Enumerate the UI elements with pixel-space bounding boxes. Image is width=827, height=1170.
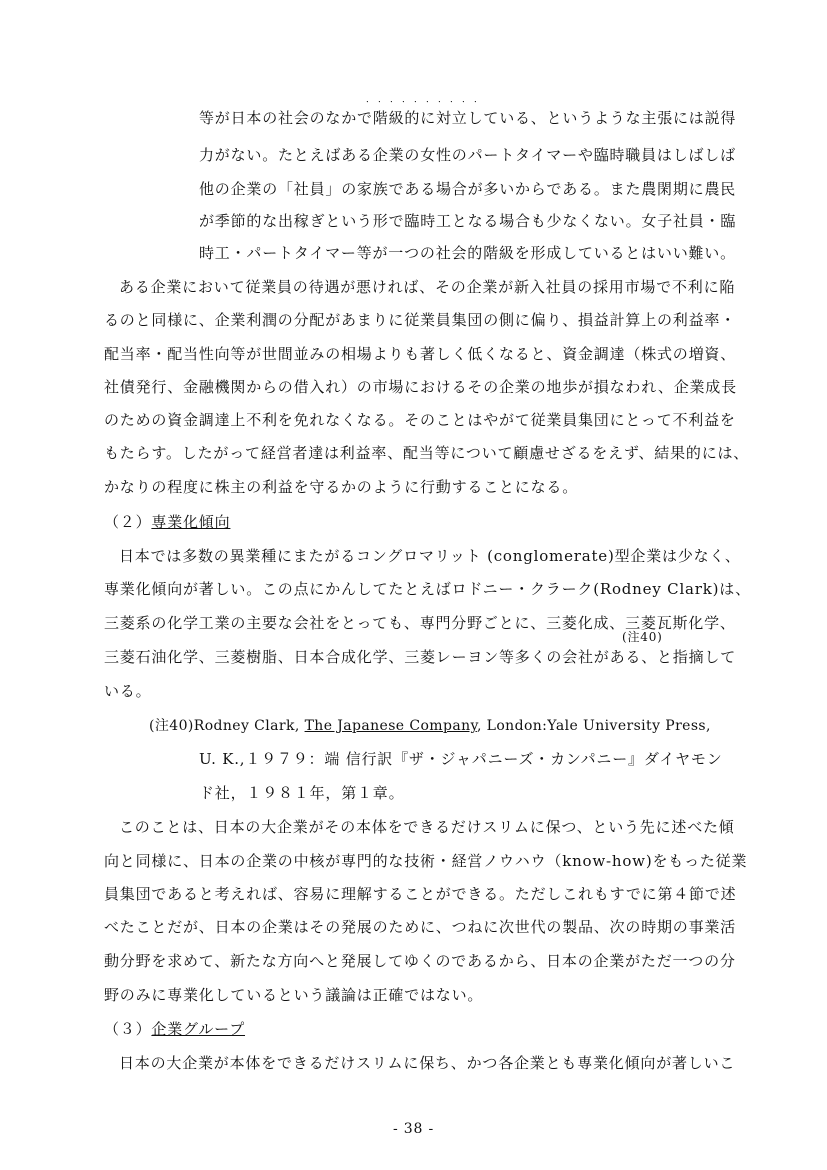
body-line: 時工・パートタイマー等が一つの社会的階級を形成しているとはいい難い。 [199, 244, 736, 262]
body-line: 向と同様に、日本の企業の中核が専門的な技術・経営ノウハウ（know-how)をもった従業 [104, 852, 748, 870]
body-line: べたことだが、日本の企業はその発展のために、つねに次世代の製品、次の時期の事業活 [104, 918, 737, 936]
section-number: （３） [104, 1020, 152, 1038]
emphasis-dots: ．．．．．．．．．． [366, 95, 491, 105]
body-line: が季節的な出稼ぎという形で臨時工となる場合も少なくない。女子社員・臨 [199, 212, 737, 230]
footnote-line: U. K.,１９７９：端 信行訳『ザ・ジャパニーズ・カンパニー』ダイヤモン [199, 750, 723, 768]
body-line: かなりの程度に株主の利益を守るかのように行動することになる。 [104, 478, 579, 496]
footnote-reference: (注40) [622, 630, 663, 644]
body-line: 等が日本の社会のなかで階級的に対立している、というような主張には説得 [199, 109, 737, 127]
page-number: - 38 - [393, 1121, 434, 1137]
section-number: （２） [104, 513, 152, 531]
section-title: 専業化傾向 [151, 513, 231, 531]
footnote-line [149, 715, 711, 735]
body-line: 三菱石油化学、三菱樹脂、日本合成化学、三菱レーヨン等多くの会社がある、と指摘して [104, 648, 737, 666]
body-line: 配当率・配当性向等が世間並みの相場よりも著しく低くなると、資金調達（株式の増資、 [104, 345, 737, 363]
body-line: のための資金調達上不利を免れなくなる。そのことはやがて従業員集団にとって不利益を [104, 411, 736, 429]
body-line: るのと同様に、企業利潤の分配があまりに従業員集団の側に偏り、損益計算上の利益率・ [104, 311, 737, 329]
section-heading-3 [104, 1018, 245, 1039]
body-line: 三菱系の化学工業の主要な会社をとっても、専門分野ごとに、三菱化成、三菱瓦斯化学、 [104, 614, 736, 632]
body-line: このことは、日本の大企業がその本体をできるだけスリムに保つ、という先に述べた傾 [119, 818, 735, 836]
footnote-publisher: , London:Yale University Press, [476, 718, 711, 734]
body-line: 力がない。たとえばある企業の女性のパートタイマーや臨時職員はしばしば [199, 146, 736, 164]
footnote-line: ド社，１９８１年，第１章。 [199, 784, 405, 802]
body-line: 専業化傾向が著しい。この点にかんしてたとえばロドニー・クラーク(Rodney Clark)は、 [104, 580, 751, 598]
footnote-label: (注40) [149, 718, 194, 734]
body-line: 野のみに専業化しているという議論は正確ではない。 [104, 986, 484, 1004]
footnote-book-title: The Japanese Company [304, 718, 477, 734]
body-line: ある企業において従業員の待遇が悪ければ、その企業が新入社員の採用市場で不利に陥 [119, 278, 736, 296]
body-line: 社債発行、金融機関からの借入れ）の市場におけるその企業の地歩が損なわれ、企業成長 [104, 378, 737, 396]
section-heading-2 [104, 511, 230, 532]
body-line: 員集団であると考えれば、容易に理解することができる。ただしこれもすでに第４節で述 [104, 885, 737, 903]
body-line: 動分野を求めて、新たな方向へと発展してゆくのであるから、日本の企業がただ一つの分 [104, 952, 736, 970]
body-line: 日本の大企業が本体をできるだけスリムに保ち、かつ各企業とも専業化傾向が著しいこ [119, 1054, 736, 1072]
body-line: いる。 [104, 682, 152, 700]
footnote-author: Rodney Clark, [193, 718, 305, 734]
body-line: もたらす。したがって経営者達は利益率、配当等について顧慮せざるをえず、結果的には、 [104, 444, 750, 462]
body-line: 日本では多数の異業種にまたがるコングロマリット (conglomerate)型企業は少なく、 [119, 547, 741, 565]
section-title: 企業グループ [151, 1020, 246, 1038]
body-line: 他の企業の「社員」の家族である場合が多いからである。また農閑期に農民 [199, 180, 737, 198]
